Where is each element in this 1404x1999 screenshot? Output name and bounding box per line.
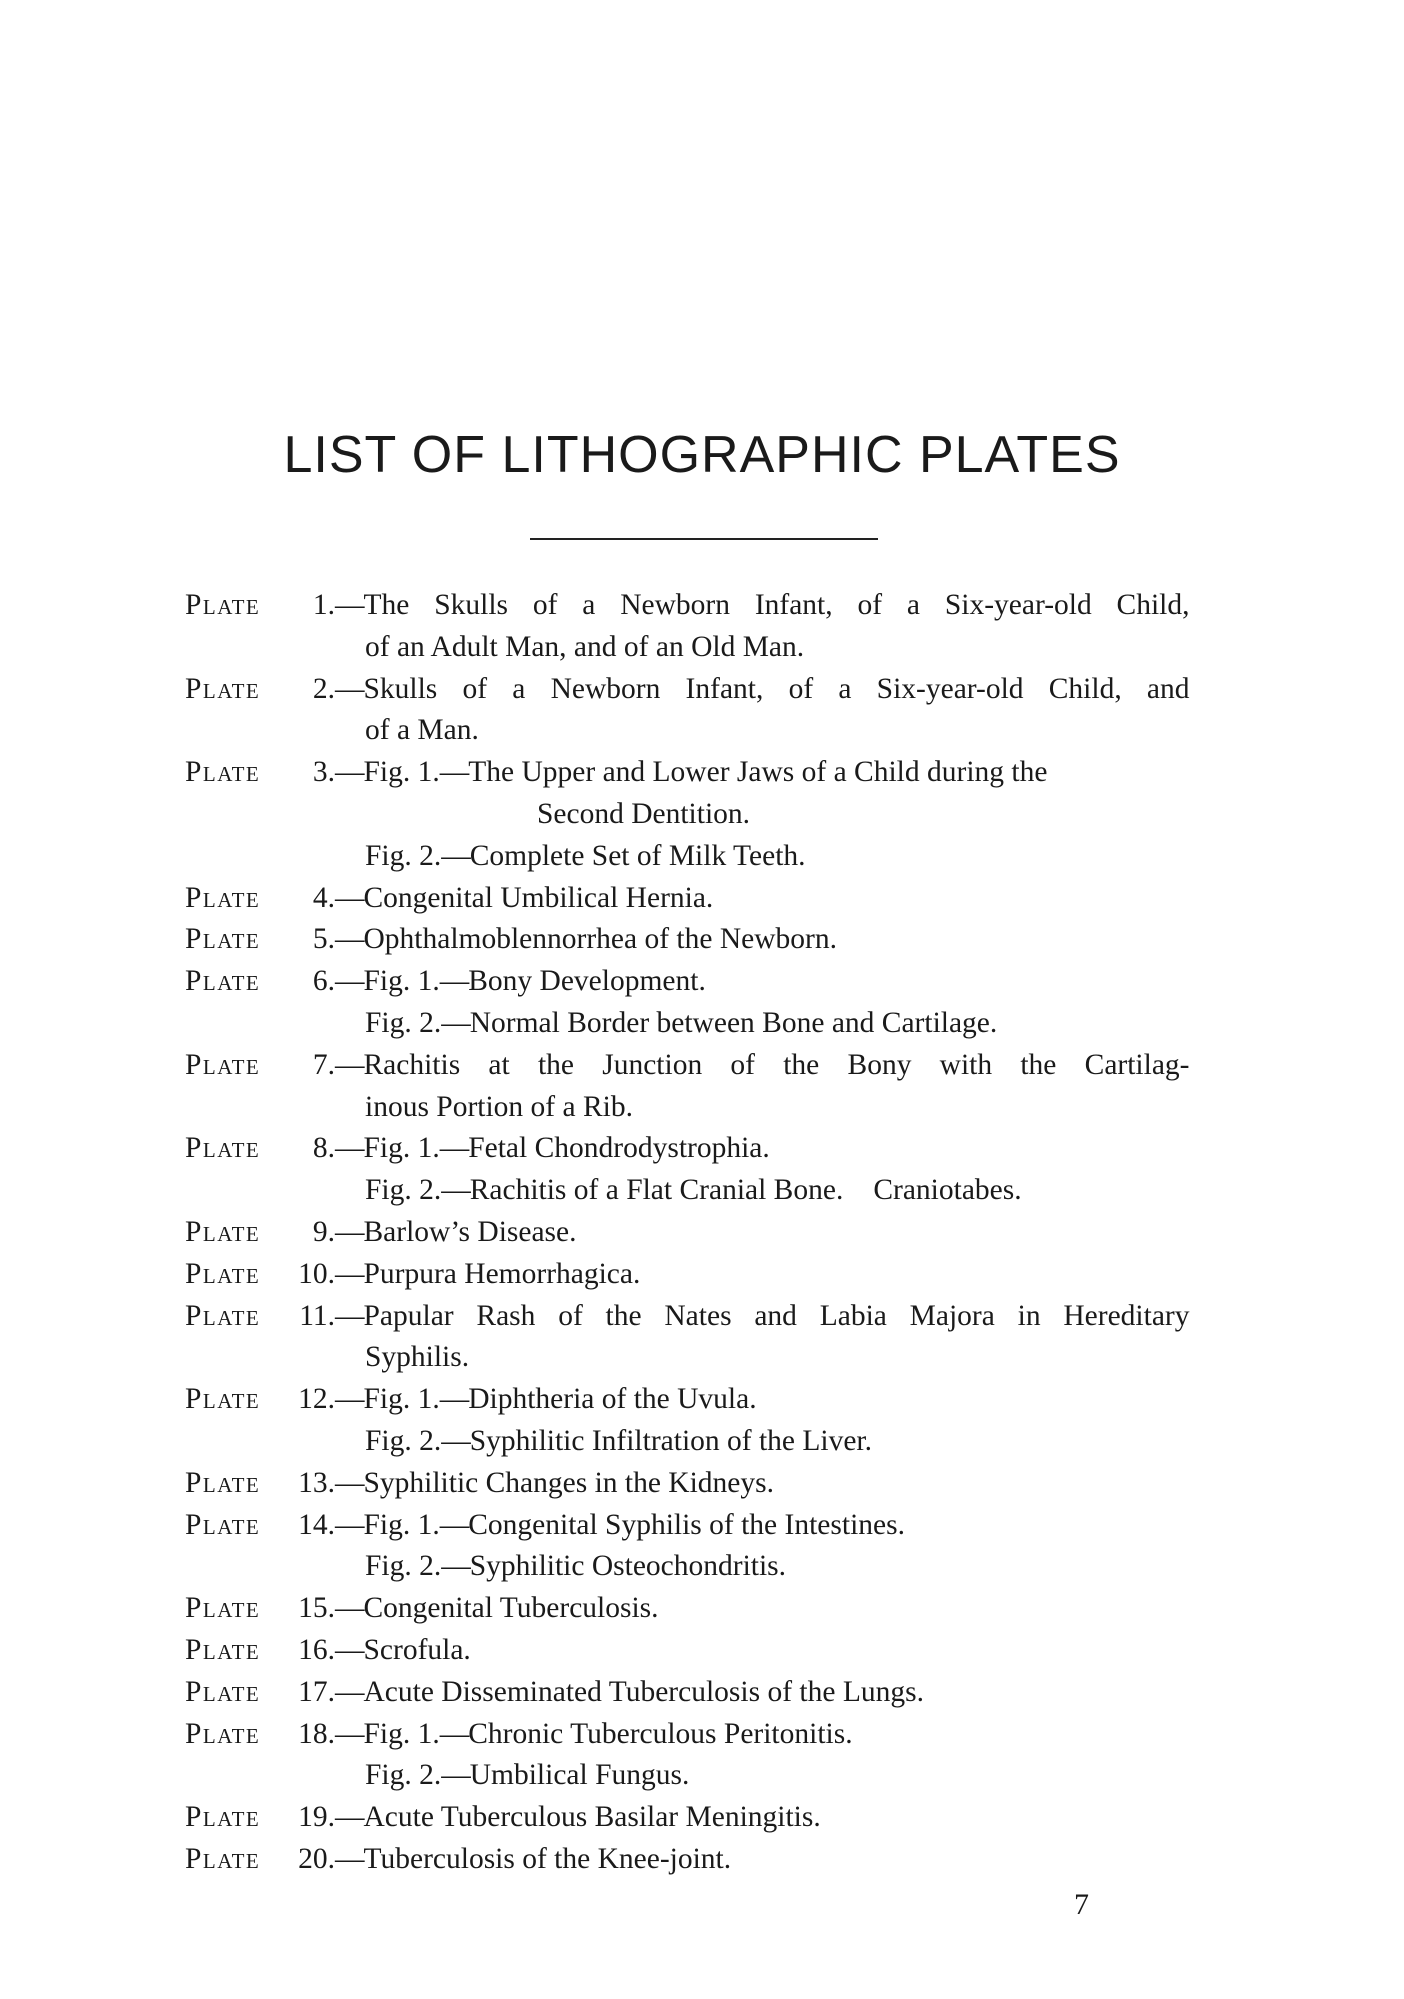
plate-title: Scrofula. bbox=[363, 1633, 471, 1666]
figure-title: Rachitis of a Flat Cranial Bone. bbox=[469, 1174, 844, 1207]
figure-title: Umbilical Fungus. bbox=[469, 1759, 690, 1792]
figure-title: Fetal Chondrodystrophia. bbox=[468, 1132, 770, 1165]
plate-entry-7 bbox=[185, 1045, 1225, 1129]
plate-label: Plate bbox=[185, 672, 261, 705]
plate-number: 18. bbox=[298, 1717, 335, 1750]
plate-title-continued: of an Adult Man, and of an Old Man. bbox=[365, 630, 805, 663]
dash: — bbox=[441, 839, 470, 872]
figure-label: Fig. 2. bbox=[365, 1424, 442, 1457]
figure-subtitle: Craniotabes. bbox=[873, 1174, 1022, 1207]
figure-title: Syphilitic Infiltration of the Liver. bbox=[469, 1424, 873, 1457]
plate-title: Syphilitic Changes in the Kidneys. bbox=[363, 1466, 775, 1499]
plate-number: 2. bbox=[312, 672, 335, 705]
plate-label: Plate bbox=[185, 1508, 261, 1541]
dash: — bbox=[335, 1717, 364, 1750]
plate-entry-6 bbox=[185, 961, 1225, 1045]
figure-title: Bony Development. bbox=[468, 965, 706, 998]
plate-title-continued: of a Man. bbox=[365, 714, 479, 747]
figure-title: Syphilitic Osteochondritis. bbox=[469, 1550, 787, 1583]
plate-entry-9 bbox=[185, 1212, 1225, 1254]
page-title: LIST OF LITHOGRAPHIC PLATES bbox=[283, 426, 1121, 484]
dash: — bbox=[439, 1383, 469, 1416]
dash: — bbox=[441, 1550, 470, 1583]
figure-label: Fig. 2. bbox=[365, 1550, 442, 1583]
plate-label: Plate bbox=[185, 923, 261, 956]
plate-label: Plate bbox=[185, 1132, 261, 1165]
plate-label: Plate bbox=[185, 1633, 261, 1666]
dash: — bbox=[441, 1006, 470, 1039]
plate-entry-4 bbox=[185, 878, 1225, 920]
figure-label: Fig. 1. bbox=[363, 1383, 440, 1416]
plate-number: 19. bbox=[298, 1801, 335, 1834]
dash: — bbox=[335, 1675, 364, 1708]
dash: — bbox=[335, 1633, 364, 1666]
plate-label: Plate bbox=[185, 1215, 261, 1248]
plate-title: Ophthalmoblennorrhea of the Newborn. bbox=[363, 923, 837, 956]
plate-title: Acute Disseminated Tuberculosis of the Lungs. bbox=[363, 1675, 924, 1708]
plate-number: 7. bbox=[312, 1048, 335, 1081]
plate-number: 9. bbox=[312, 1215, 335, 1248]
dash: — bbox=[335, 1592, 364, 1625]
plate-entry-8 bbox=[185, 1128, 1225, 1212]
dash: — bbox=[335, 881, 364, 914]
figure-label: Fig. 1. bbox=[363, 1132, 440, 1165]
plate-title: Rachitis at the Junction of the Bony with the Cartilag- bbox=[363, 1048, 1190, 1081]
plate-title: Papular Rash of the Nates and Labia Majora in Hereditary bbox=[363, 1299, 1190, 1332]
plate-label: Plate bbox=[185, 756, 261, 789]
plate-number: 15. bbox=[298, 1592, 335, 1625]
dash: — bbox=[335, 1257, 364, 1290]
plate-entry-14 bbox=[185, 1505, 1225, 1589]
plate-entry-3 bbox=[185, 752, 1225, 877]
dash: — bbox=[335, 1508, 364, 1541]
plate-number: 4. bbox=[312, 881, 335, 914]
plate-title-continued: Syphilis. bbox=[365, 1341, 470, 1374]
figure-label: Fig. 1. bbox=[363, 1508, 440, 1541]
dash: — bbox=[335, 1801, 364, 1834]
plate-label: Plate bbox=[185, 1717, 261, 1750]
plate-number: 6. bbox=[312, 965, 335, 998]
plates-list bbox=[185, 585, 1225, 1881]
plate-entry-20 bbox=[185, 1839, 1225, 1881]
plate-entry-2 bbox=[185, 669, 1225, 753]
dash: — bbox=[439, 756, 469, 789]
figure-label: Fig. 1. bbox=[363, 756, 440, 789]
dash: — bbox=[439, 965, 469, 998]
figure-title-continued: Second Dentition. bbox=[537, 797, 751, 830]
plate-title: Skulls of a Newborn Infant, of a Six-year-old Child, and bbox=[363, 672, 1190, 705]
plate-title: Purpura Hemorrhagica. bbox=[363, 1257, 641, 1290]
plate-entry-16 bbox=[185, 1630, 1225, 1672]
plate-title-continued: inous Portion of a Rib. bbox=[365, 1090, 633, 1123]
plate-number: 13. bbox=[298, 1466, 335, 1499]
plate-number: 3. bbox=[312, 756, 335, 789]
dash: — bbox=[335, 1466, 364, 1499]
plate-title: Congenital Tuberculosis. bbox=[363, 1592, 659, 1625]
plate-title: Acute Tuberculous Basilar Meningitis. bbox=[363, 1801, 821, 1834]
title-divider bbox=[530, 538, 878, 540]
plate-number: 20. bbox=[298, 1842, 335, 1875]
figure-title: Chronic Tuberculous Peritonitis. bbox=[468, 1717, 853, 1750]
plate-title: The Skulls of a Newborn Infant, of a Six-year-old Child, bbox=[363, 589, 1190, 621]
figure-label: Fig. 2. bbox=[365, 839, 442, 872]
plate-entry-15 bbox=[185, 1588, 1225, 1630]
plate-entry-11 bbox=[185, 1296, 1225, 1380]
dash: — bbox=[439, 1717, 469, 1750]
plate-number: 8. bbox=[312, 1132, 335, 1165]
plate-number: 17. bbox=[298, 1675, 335, 1708]
figure-title: Normal Border between Bone and Cartilage. bbox=[469, 1006, 998, 1039]
plate-title: Barlow’s Disease. bbox=[363, 1215, 577, 1248]
plate-number: 14. bbox=[298, 1508, 335, 1541]
plate-number: 12. bbox=[298, 1383, 335, 1416]
plate-label: Plate bbox=[185, 1801, 261, 1834]
plate-label: Plate bbox=[185, 1383, 261, 1416]
plate-number: 16. bbox=[298, 1633, 335, 1666]
plate-label: Plate bbox=[185, 881, 261, 914]
plate-label: Plate bbox=[185, 1466, 261, 1499]
figure-label: Fig. 2. bbox=[365, 1759, 442, 1792]
plate-label: Plate bbox=[185, 965, 261, 998]
dash: — bbox=[335, 923, 364, 956]
plate-label: Plate bbox=[185, 1048, 261, 1081]
dash: — bbox=[335, 965, 364, 998]
plate-label: Plate bbox=[185, 1675, 261, 1708]
figure-label: Fig. 1. bbox=[363, 1717, 440, 1750]
dash: — bbox=[335, 589, 364, 621]
plate-title: Congenital Umbilical Hernia. bbox=[363, 881, 714, 914]
figure-title: The Upper and Lower Jaws of a Child during the bbox=[468, 756, 1048, 789]
dash: — bbox=[335, 1383, 364, 1416]
plate-label: Plate bbox=[185, 1592, 261, 1625]
plate-number: 5. bbox=[312, 923, 335, 956]
figure-title: Complete Set of Milk Teeth. bbox=[469, 839, 806, 872]
dash: — bbox=[335, 1048, 364, 1081]
plate-entry-19 bbox=[185, 1797, 1225, 1839]
page-number: 7 bbox=[1074, 1888, 1089, 1921]
figure-title: Congenital Syphilis of the Intestines. bbox=[468, 1508, 905, 1541]
plate-entry-10 bbox=[185, 1254, 1225, 1296]
figure-label: Fig. 2. bbox=[365, 1006, 442, 1039]
dash: — bbox=[335, 672, 364, 705]
plate-entry-13 bbox=[185, 1463, 1225, 1505]
dash: — bbox=[441, 1174, 470, 1207]
figure-title: Diphtheria of the Uvula. bbox=[468, 1383, 757, 1416]
plate-label: Plate bbox=[185, 1257, 261, 1290]
dash: — bbox=[335, 1842, 364, 1875]
plate-entry-12 bbox=[185, 1379, 1225, 1463]
dash: — bbox=[441, 1424, 470, 1457]
plate-entry-18 bbox=[185, 1714, 1225, 1798]
dash: — bbox=[439, 1508, 469, 1541]
figure-label: Fig. 2. bbox=[365, 1174, 442, 1207]
plate-number: 1. bbox=[312, 589, 335, 621]
dash: — bbox=[335, 1132, 364, 1165]
plate-entry-17 bbox=[185, 1672, 1225, 1714]
plate-number: 10. bbox=[298, 1257, 335, 1290]
plate-entry-1 bbox=[185, 585, 1225, 669]
plate-label: Plate bbox=[185, 1842, 261, 1875]
plate-label: Plate bbox=[185, 589, 261, 621]
plate-number: 11. bbox=[299, 1299, 335, 1332]
dash: — bbox=[335, 756, 364, 789]
dash: — bbox=[439, 1132, 469, 1165]
plate-title: Tuberculosis of the Knee-joint. bbox=[363, 1842, 732, 1875]
plate-label: Plate bbox=[185, 1299, 261, 1332]
dash: — bbox=[335, 1215, 364, 1248]
figure-label: Fig. 1. bbox=[363, 965, 440, 998]
dash: — bbox=[441, 1759, 470, 1792]
dash: — bbox=[335, 1299, 364, 1332]
plate-entry-5 bbox=[185, 919, 1225, 961]
